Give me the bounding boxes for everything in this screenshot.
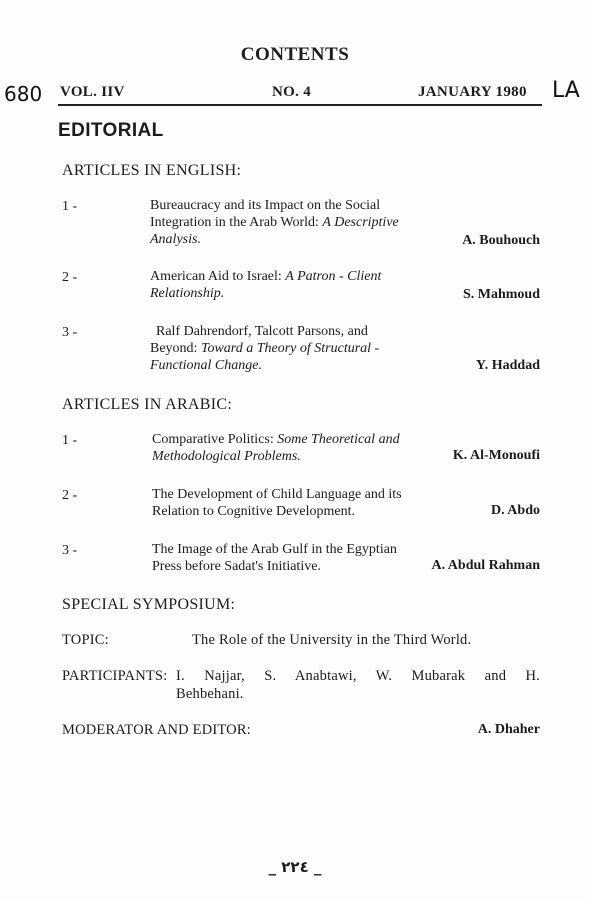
article-number: 3 - xyxy=(62,325,78,340)
article-number: 2 - xyxy=(62,488,78,503)
article-title: The Development of Child Language and its Relation to Cognitive Development. xyxy=(152,487,402,519)
article-author: A. Abdul Rahman xyxy=(431,558,540,573)
editorial-heading: EDITORIAL xyxy=(58,120,164,141)
article-title: Ralf Dahrendorf, Talcott Parsons, and Beyond: Toward a Theory of Structural - Functional Change. xyxy=(150,324,380,373)
volume-label: VOL. IIV xyxy=(60,84,125,100)
issue-date: JANUARY 1980 xyxy=(418,84,527,100)
participants-line: I. Najjar, S. Anabtawi, W. Mubarak and H. xyxy=(176,668,540,684)
article-title: Bureaucracy and its Impact on the Social Integration in the Arab World: A Descriptive Analysis. xyxy=(150,198,399,247)
page-number: _ ٢٢٤ _ xyxy=(268,858,322,876)
symposium-heading: SPECIAL SYMPOSIUM: xyxy=(62,596,236,613)
article-author: S. Mahmoud xyxy=(462,287,540,302)
topic-label: TOPIC: xyxy=(62,632,109,648)
moderator-name: A. Dhaher xyxy=(477,722,540,737)
article-number: 3 - xyxy=(62,543,78,558)
article-author: A. Bouhouch xyxy=(462,233,540,248)
english-articles-heading: ARTICLES IN ENGLISH: xyxy=(62,162,242,179)
article-author: Y. Haddad xyxy=(475,358,540,373)
article-title: The Image of the Arab Gulf in the Egyptian Press before Sadat's Initiative. xyxy=(152,542,397,574)
topic-text: The Role of the University in the Third World. xyxy=(192,632,472,648)
arabic-articles-heading: ARTICLES IN ARABIC: xyxy=(62,396,233,413)
issue-number: NO. 4 xyxy=(272,84,311,100)
participants-label: PARTICIPANTS: xyxy=(62,668,168,684)
article-number: 2 - xyxy=(62,270,78,285)
article-number: 1 - xyxy=(62,199,78,214)
article-title: American Aid to Israel: A Patron - Client Relationship. xyxy=(150,269,382,301)
page-title: CONTENTS xyxy=(240,44,350,65)
article-author: D. Abdo xyxy=(490,503,540,518)
participants-line: Behbehani. xyxy=(176,686,244,702)
article-number: 1 - xyxy=(62,433,78,448)
margin-note-right: LA xyxy=(552,78,580,103)
article-title: Comparative Politics: Some Theoretical and Methodological Problems. xyxy=(152,432,400,464)
margin-note-left: 680 xyxy=(4,82,43,106)
moderator-label: MODERATOR AND EDITOR: xyxy=(62,722,251,738)
article-author: K. Al-Monoufi xyxy=(452,448,540,463)
header-divider xyxy=(58,104,542,106)
